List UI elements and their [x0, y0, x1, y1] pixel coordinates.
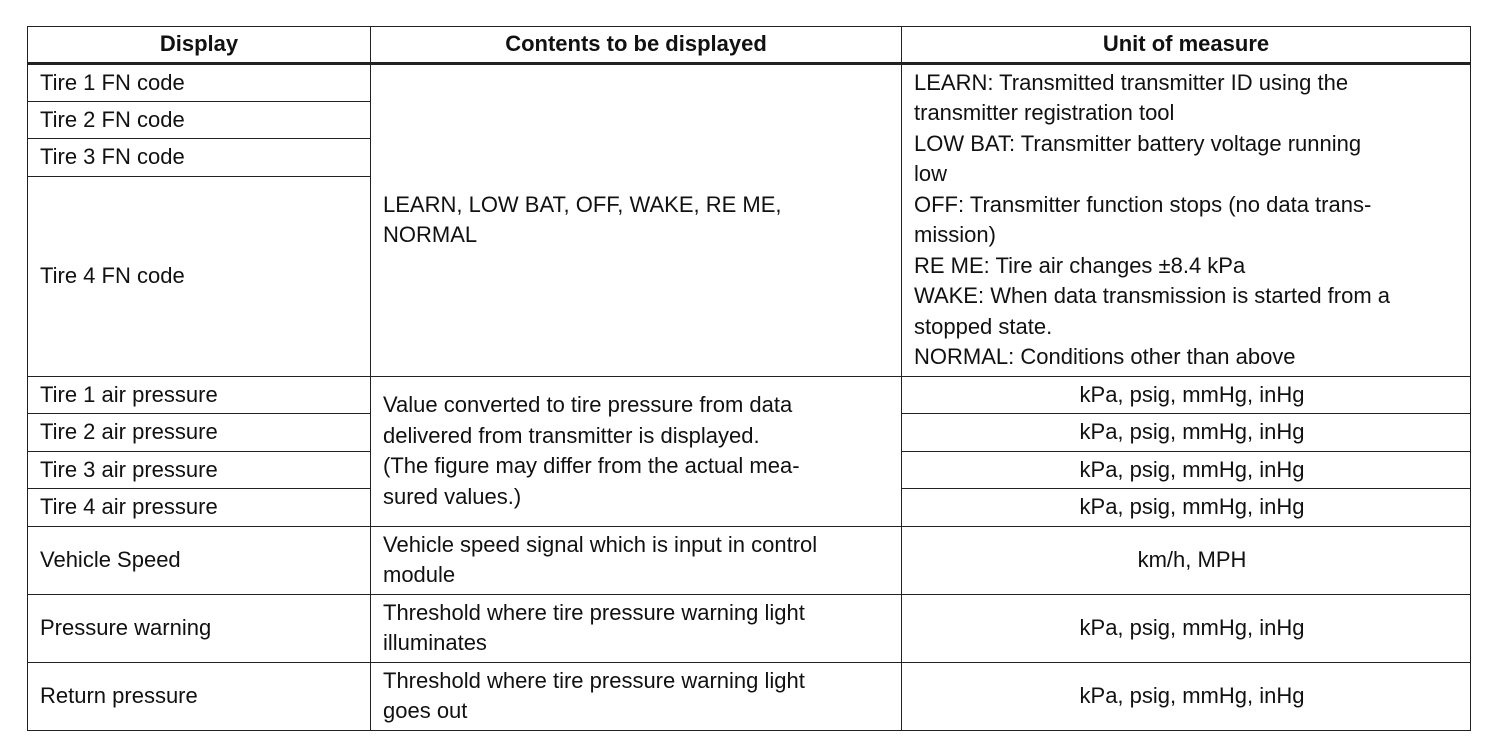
fn-unit-line: NORMAL: Conditions other than above	[914, 344, 1296, 370]
header-contents: Contents to be displayed	[371, 27, 902, 64]
unit-vehicle-speed: km/h, MPH	[902, 526, 1471, 594]
contents-return-pressure: Threshold where tire pressure warning light goes out	[371, 662, 902, 730]
contents-vehicle-speed: Vehicle speed signal which is input in control module	[371, 526, 902, 594]
fn-contents: LEARN, LOW BAT, OFF, WAKE, RE ME, NORMAL	[371, 64, 902, 377]
fn-unit-line: transmitter registration tool	[914, 100, 1175, 126]
fn-unit-line: RE ME: Tire air changes ±8.4 kPa	[914, 252, 1246, 278]
table-row	[28, 376, 1471, 414]
fn-unit-line: LOW BAT: Transmitter battery voltage running	[914, 130, 1362, 156]
pressure-contents: Value converted to tire pressure from data delivered from transmitter is displayed. (The figure may differ from the actual mea- sured values.)	[371, 376, 902, 526]
fn-unit-line: low	[914, 161, 948, 187]
unit-tire3-pressure: kPa, psig, mmHg, inHg	[902, 451, 1471, 489]
header-display: Display	[28, 27, 371, 64]
display-tire3-pressure: Tire 3 air pressure	[28, 451, 371, 489]
display-tire4-fn: Tire 4 FN code	[28, 176, 371, 376]
fn-unit-line: mission)	[914, 222, 996, 248]
table-row	[28, 594, 1471, 662]
header-unit: Unit of measure	[902, 27, 1471, 64]
unit-return-pressure: kPa, psig, mmHg, inHg	[902, 662, 1471, 730]
fn-unit-line: LEARN: Transmitted transmitter ID using the	[914, 69, 1349, 95]
display-tire4-pressure: Tire 4 air pressure	[28, 489, 371, 527]
display-tire1-fn: Tire 1 FN code	[28, 64, 371, 102]
unit-tire2-pressure: kPa, psig, mmHg, inHg	[902, 414, 1471, 452]
table-row	[28, 662, 1471, 730]
unit-tire4-pressure: kPa, psig, mmHg, inHg	[902, 489, 1471, 527]
header-row	[28, 27, 1471, 64]
display-vehicle-speed: Vehicle Speed	[28, 526, 371, 594]
table-row	[28, 64, 1471, 102]
display-tire1-pressure: Tire 1 air pressure	[28, 376, 371, 414]
display-tire2-fn: Tire 2 FN code	[28, 101, 371, 139]
fn-unit-description	[902, 64, 1471, 377]
contents-pressure-warning: Threshold where tire pressure warning light illuminates	[371, 594, 902, 662]
fn-unit-line: OFF: Transmitter function stops (no data trans-	[914, 191, 1372, 217]
data-monitor-table	[27, 26, 1471, 731]
unit-pressure-warning: kPa, psig, mmHg, inHg	[902, 594, 1471, 662]
display-return-pressure: Return pressure	[28, 662, 371, 730]
display-tire3-fn: Tire 3 FN code	[28, 139, 371, 177]
fn-unit-line: WAKE: When data transmission is started from a	[914, 283, 1391, 309]
unit-tire1-pressure: kPa, psig, mmHg, inHg	[902, 376, 1471, 414]
fn-unit-line: stopped state.	[914, 313, 1053, 339]
display-pressure-warning: Pressure warning	[28, 594, 371, 662]
display-tire2-pressure: Tire 2 air pressure	[28, 414, 371, 452]
table-row	[28, 526, 1471, 594]
